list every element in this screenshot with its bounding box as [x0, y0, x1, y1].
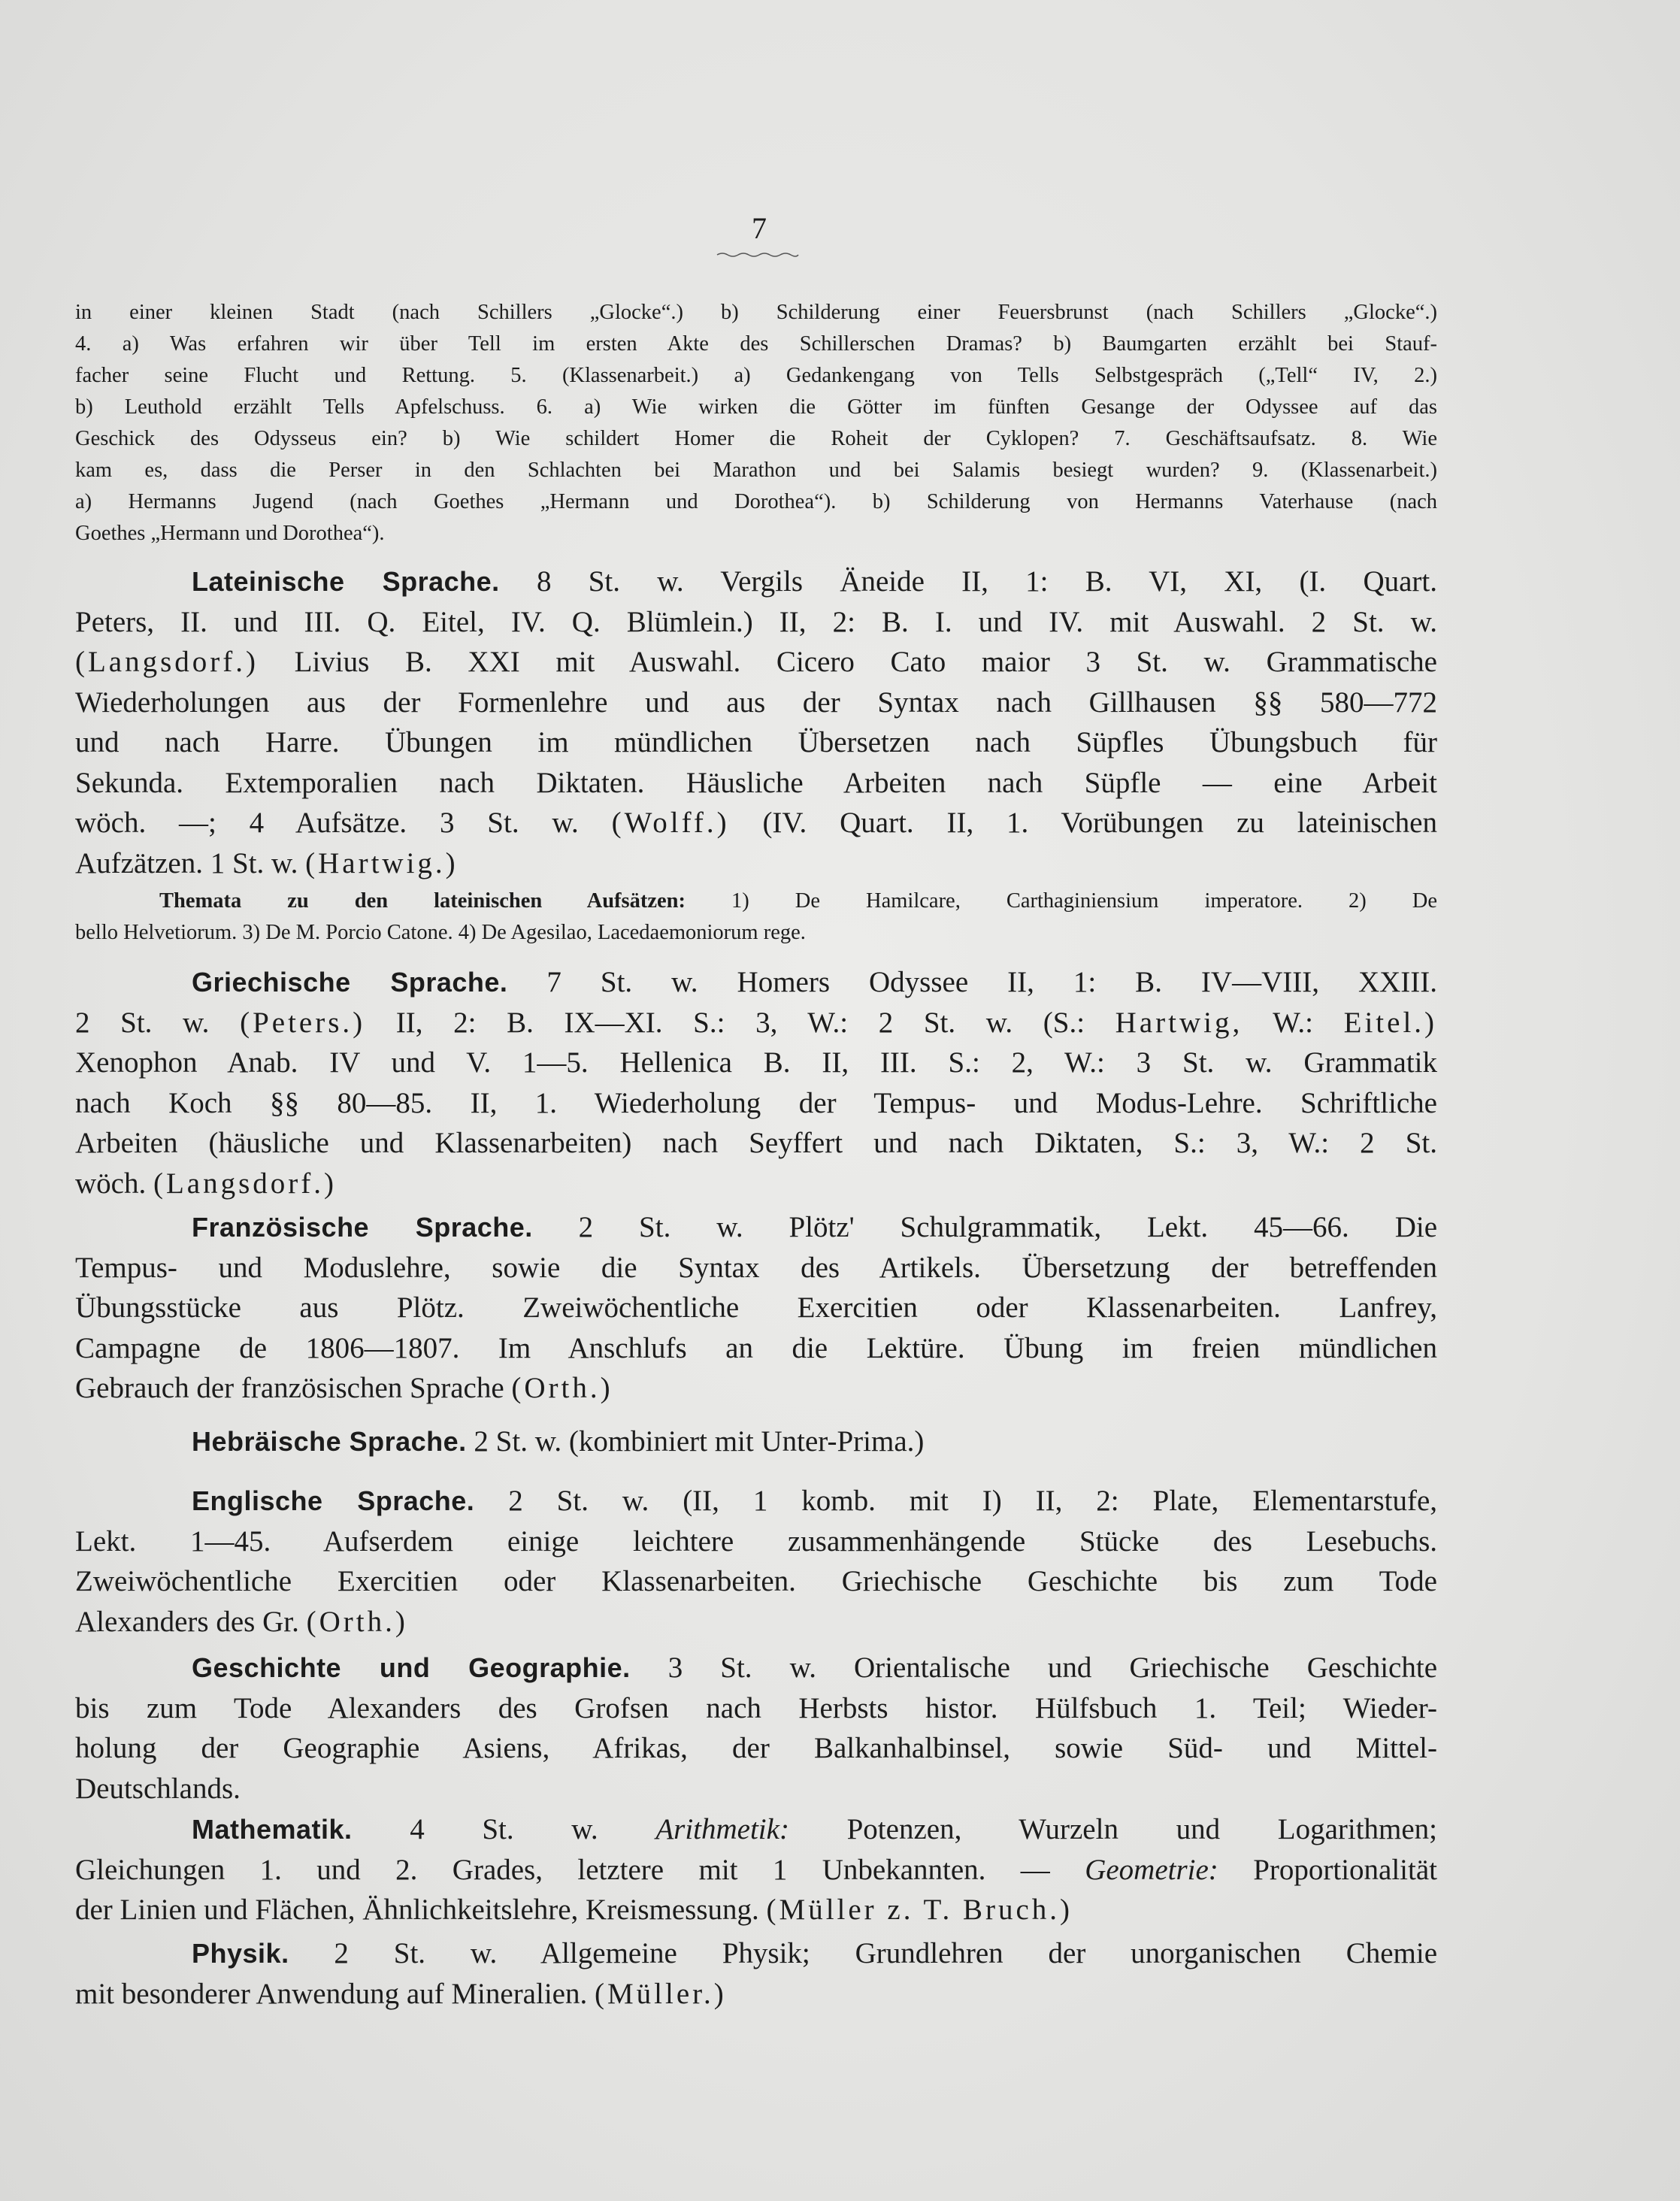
text-line: Deutschlands.: [75, 1772, 241, 1805]
text-line: Gebrauch der französischen Sprache (Orth.): [75, 1372, 613, 1404]
text-line: Peters, II. und III. Q. Eitel, IV. Q. Blümlein.) II, 2: B. I. und IV. mit Auswahl. 2 St. w.: [75, 605, 1437, 638]
section-heading: Mathematik.: [192, 1814, 353, 1845]
section-physik: [75, 1933, 1437, 2014]
themata-block: [75, 886, 1437, 949]
text-line: Sekunda. Extemporalien nach Diktaten. Häusliche Arbeiten nach Süpfle — eine Arbeit: [75, 766, 1437, 799]
text-line: Gleichungen 1. und 2. Grades, letztere mit 1 Unbekannten. — Geometrie: Proportionalität: [75, 1853, 1438, 1886]
text-line: bello Helvetiorum. 3) De M. Porcio Catone. 4) De Agesilao, Lacedaemoniorum rege.: [75, 921, 806, 944]
section-heading: Geschichte und Geographie.: [192, 1652, 631, 1683]
text-line: Arbeiten (häusliche und Klassenarbeiten) nach Seyffert und nach Diktaten, S.: 3, W.: 2 St.: [75, 1127, 1437, 1159]
page-number-ornament: [716, 251, 800, 259]
text-line: 4. a) Was erfahren wir über Tell im ersten Akte des Schillerschen Dramas? b) Baumgarten erzählt bei Stauf-: [75, 332, 1437, 356]
text-line: Campagne de 1806—1807. Im Anschlufs an die Lektüre. Übung im freien mündlichen: [75, 1331, 1437, 1364]
section-heading: Hebräische Sprache.: [192, 1426, 467, 1457]
text-line: Lekt. 1—45. Aufserdem einige leichtere zusammenhängende Stücke des Lesebuchs.: [75, 1524, 1437, 1558]
text-line: Französische Sprache. 2 St. w. Plötz' Schulgrammatik, Lekt. 45—66. Die: [192, 1211, 1438, 1243]
section-hebraeisch: [75, 1421, 1437, 1462]
section-heading: Lateinische Sprache.: [192, 566, 500, 597]
text-line: wöch. —; 4 Aufsätze. 3 St. w. (Wolff.) (IV. Quart. II, 1. Vorübungen zu lateinischen: [75, 807, 1437, 839]
text-line: kam es, dass die Perser in den Schlachten bei Marathon und bei Salamis besiegt wurden? 9. (Klassenarbeit.): [75, 459, 1437, 482]
section-heading: Englische Sprache.: [192, 1485, 475, 1516]
teacher-name: (Wolff.): [611, 807, 730, 839]
themata-label: Themata zu den lateinischen Aufsätzen:: [159, 889, 686, 913]
teacher-name: (Müller.): [594, 1977, 727, 2010]
text-line: Tempus- und Moduslehre, sowie die Syntax des Artikels. Übersetzung der betreffenden: [75, 1251, 1437, 1284]
text-line: mit besonderer Anwendung auf Mineralien. (Müller.): [75, 1977, 727, 2010]
text-line: Übungsstücke aus Plötz. Zweiwöchentliche Exercitien oder Klassenarbeiten. Lanfrey,: [75, 1291, 1437, 1324]
text-line: holung der Geographie Asiens, Afrikas, der Balkanhalbinsel, sowie Süd- und Mittel-: [75, 1732, 1437, 1764]
section-englisch: [75, 1481, 1437, 1642]
text-line: Griechische Sprache. 7 St. w. Homers Odyssee II, 1: B. IV—VIII, XXIII.: [192, 966, 1437, 998]
section-franzoesisch: [75, 1207, 1437, 1409]
teacher-name: (Orth.): [306, 1605, 408, 1638]
section-heading: Französische Sprache.: [192, 1212, 533, 1243]
text-line: Alexanders des Gr. (Orth.): [75, 1605, 408, 1638]
opening-paragraph: [75, 297, 1437, 549]
text-line: 2 St. w. (Peters.) II, 2: B. IX—XI. S.: 3, W.: 2 St. w. (S.: Hartwig, W.: Eitel.): [75, 1006, 1438, 1039]
text-line: Geschick des Odysseus ein? b) Wie schildert Homer die Roheit der Cyklopen? 7. Geschäftsaufsatz. 8. Wie: [75, 427, 1437, 450]
teacher-name: (Peters.): [240, 1006, 366, 1039]
text-line: Themata zu den lateinischen Aufsätzen: 1) De Hamilcare, Carthaginiensium imperatore. 2) De: [159, 889, 1438, 913]
text-line: Hebräische Sprache. 2 St. w. (kombiniert mit Unter-Prima.): [192, 1425, 925, 1458]
text-line: a) Hermanns Jugend (nach Goethes „Hermann und Dorothea“). b) Schilderung von Hermanns Vaterhause (nach: [75, 490, 1437, 513]
text-line: (Langsdorf.) Livius B. XXI mit Auswahl. Cicero Cato maior 3 St. w. Grammatische: [75, 646, 1437, 678]
text-line: und nach Harre. Übungen im mündlichen Übersetzen nach Süpfles Übungsbuch für: [75, 726, 1437, 758]
text-line: nach Koch §§ 80—85. II, 1. Wiederholung der Tempus- und Modus-Lehre. Schriftliche: [75, 1086, 1437, 1119]
section-latein: [75, 562, 1437, 883]
text-line: bis zum Tode Alexanders des Grofsen nach Herbsts histor. Hülfsbuch 1. Teil; Wieder-: [75, 1691, 1437, 1724]
text-line: Englische Sprache. 2 St. w. (II, 1 komb. mit I) II, 2: Plate, Elementarstufe,: [192, 1485, 1438, 1517]
text-line: wöch. (Langsdorf.): [75, 1167, 337, 1200]
teacher-name: Eitel.): [1343, 1006, 1438, 1039]
page-number: 7: [752, 211, 767, 245]
section-heading: Griechische Sprache.: [192, 967, 508, 998]
section-mathematik: [75, 1809, 1437, 1930]
teacher-name: (Orth.): [511, 1372, 613, 1404]
text-line: Wiederholungen aus der Formenlehre und aus der Syntax nach Gillhausen §§ 580—772: [75, 686, 1437, 719]
text-line: Geschichte und Geographie. 3 St. w. Orientalische und Griechische Geschichte: [192, 1652, 1437, 1684]
text-line: Mathematik. 4 St. w. Arithmetik: Potenzen, Wurzeln und Logarithmen;: [192, 1813, 1438, 1845]
section-griechisch: [75, 962, 1437, 1203]
text-line: Aufzätzen. 1 St. w. (Hartwig.): [75, 846, 459, 879]
text-line: Physik. 2 St. w. Allgemeine Physik; Grundlehren der unorganischen Chemie: [192, 1937, 1438, 1969]
teacher-name: Hartwig,: [1115, 1006, 1243, 1039]
text-line: facher seine Flucht und Rettung. 5. (Klassenarbeit.) a) Gedankengang von Tells Selbstgespräch („Tell“ IV, 2.): [75, 364, 1437, 387]
teacher-name: (Müller z. T. Bruch.): [766, 1894, 1073, 1926]
text-line: Goethes „Hermann und Dorothea“).: [75, 522, 385, 545]
text-line: Xenophon Anab. IV und V. 1—5. Hellenica B. II, III. S.: 2, W.: 3 St. w. Grammatik: [75, 1046, 1437, 1079]
text-line: Lateinische Sprache. 8 St. w. Vergils Äneide II, 1: B. VI, XI, (I. Quart.: [192, 565, 1438, 598]
teacher-name: (Langsdorf.): [153, 1167, 337, 1200]
section-geschichte: [75, 1648, 1437, 1809]
teacher-name: (Langsdorf.): [75, 646, 259, 678]
text-line: der Linien und Flächen, Ähnlichkeitslehre, Kreismessung. (Müller z. T. Bruch.): [75, 1894, 1073, 1926]
teacher-name: (Hartwig.): [305, 846, 459, 879]
text-line: in einer kleinen Stadt (nach Schillers „Glocke“.) b) Schilderung einer Feuersbrunst (nach Schillers „Glocke“.): [75, 301, 1437, 324]
text-line: b) Leuthold erzählt Tells Apfelschuss. 6. a) Wie wirken die Götter im fünften Gesange der Odyssee auf das: [75, 395, 1437, 419]
section-heading: Physik.: [192, 1938, 289, 1969]
text-line: Zweiwöchentliche Exercitien oder Klassenarbeiten. Griechische Geschichte bis zum Tode: [75, 1565, 1437, 1597]
